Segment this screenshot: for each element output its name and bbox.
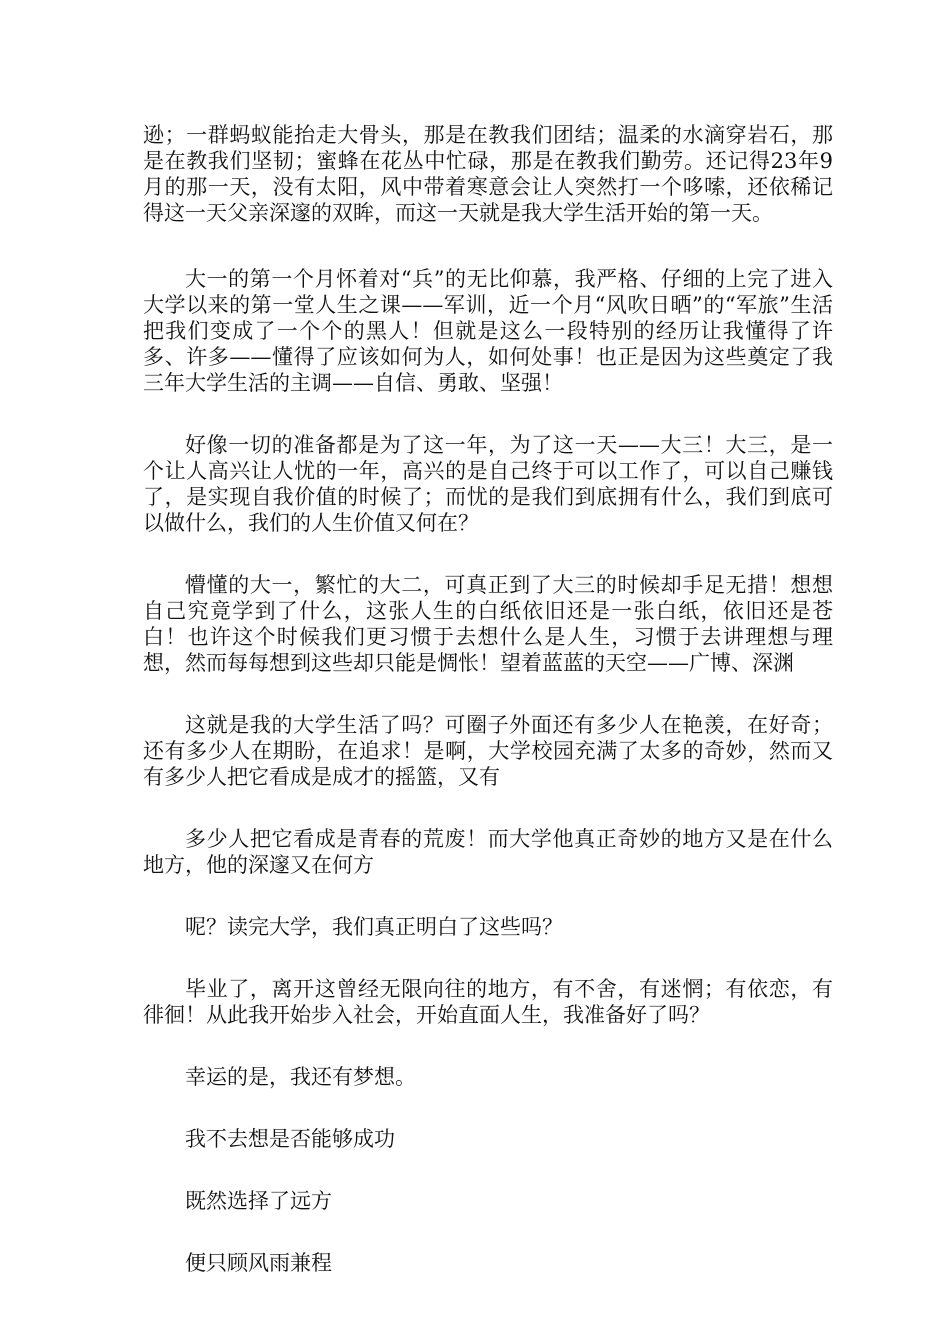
paragraph-8: 毕业了，离开这曾经无限向往的地方，有不舍，有迷惘；有依恋，有徘徊！从此我开始步入社会，开始直面人生，我准备好了吗？ [143,977,833,1027]
paragraph-9: 幸运的是，我还有梦想。 [185,1065,416,1089]
poem-line-1: 我不去想是否能够成功 [185,1127,395,1151]
paragraph-7: 呢？读完大学，我们真正明白了这些吗？ [185,915,563,939]
paragraph-5: 这就是我的大学生活了吗？可圈子外面还有多少人在艳羡，在好奇；还有多少人在期盼，在追求！是啊，大学校园充满了太多的奇妙，然而又有多少人把它看成是成才的摇篮，又有 [143,713,833,789]
poem-line-2: 既然选择了远方 [185,1189,332,1213]
paragraph-3: 好像一切的准备都是为了这一年，为了这一天——大三！大三，是一个让人高兴让人忧的一年，高兴的是自己终于可以工作了，可以自己赚钱了，是实现自我价值的时候了；而忧的是我们到底拥有什么，我们到底可以做什么，我们的人生价值又何在？ [143,433,833,535]
poem-line-3: 便只顾风雨兼程 [185,1251,332,1275]
document-page [143,122,833,1276]
paragraph-2: 大一的第一个月怀着对“兵”的无比仰慕，我严格、仔细的上完了进入大学以来的第一堂人生之课——军训，近一个月“风吹日晒”的“军旅”生活把我们变成了一个个的黑人！但就是这么一段特别的经历让我懂得了许多、许多——懂得了应该如何为人，如何处事！也正是因为这些奠定了我三年大学生活的主调——自信、勇敢、坚强！ [143,267,833,395]
paragraph-6: 多少人把它看成是青春的荒废！而大学他真正奇妙的地方又是在什么地方，他的深邃又在何方 [143,827,833,877]
paragraph-4: 懵懂的大一，繁忙的大二，可真正到了大三的时候却手足无措！想想自己究竟学到了什么，这张人生的白纸依旧还是一张白纸，依旧还是苍白！也许这个时候我们更习惯于去想什么是人生，习惯于去讲理想与理想，然而每每想到这些却只能是惆怅！望着蓝蓝的天空——广博、深渊 [143,573,833,675]
paragraph-1: 逊；一群蚂蚁能抬走大骨头，那是在教我们团结；温柔的水滴穿岩石，那是在教我们坚韧；蜜蜂在花丛中忙碌，那是在教我们勤劳。还记得23年9月的那一天，没有太阳，风中带着寒意会让人突然打一个哆嗦，还依稀记得这一天父亲深邃的双眸，而这一天就是我大学生活开始的第一天。 [143,123,833,225]
